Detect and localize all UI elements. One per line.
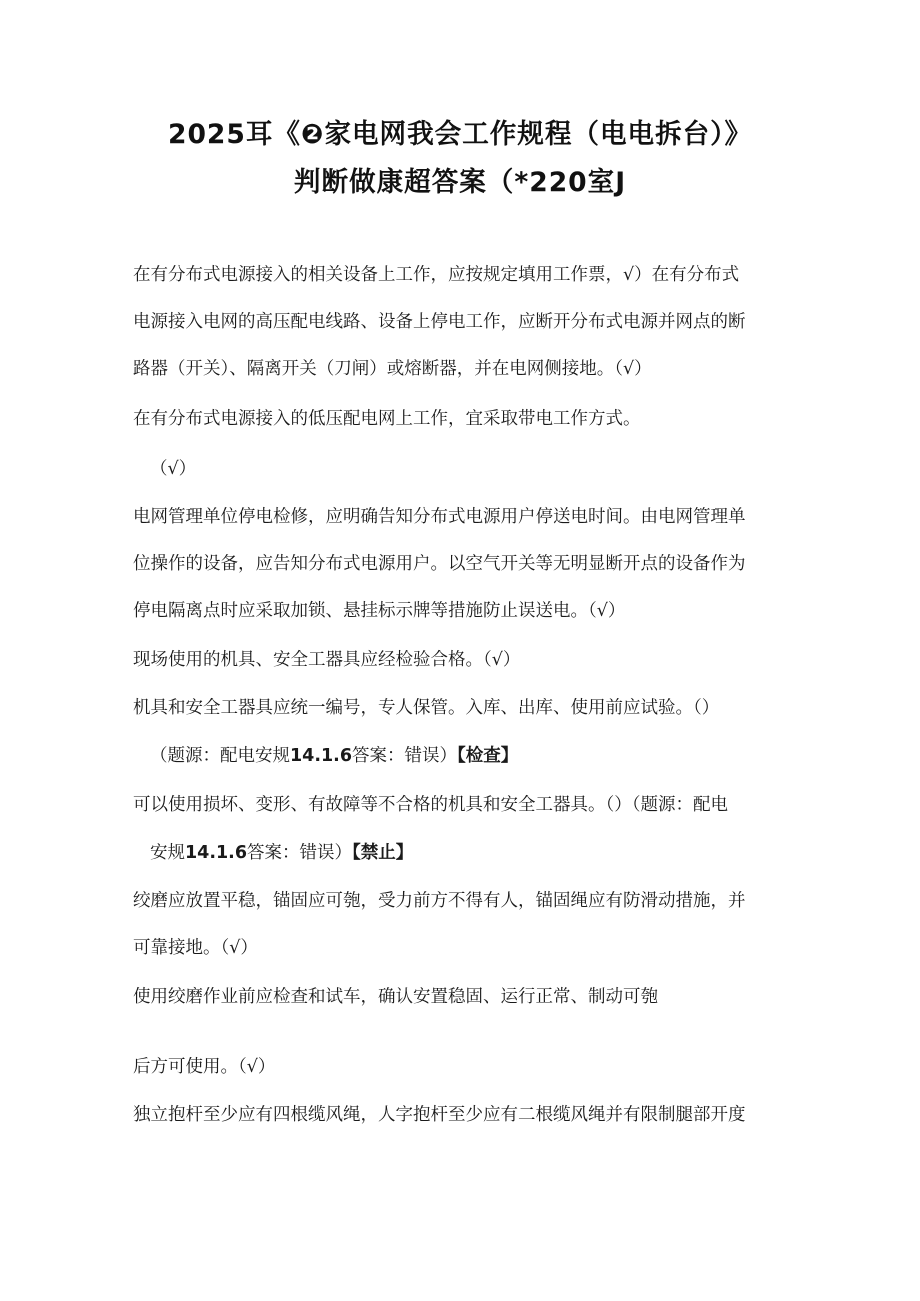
text-line-17: 后方可使用。（√） [133,1057,276,1077]
keyword-tag: 【禁止】 [352,843,414,863]
document-title-line-2: 判断做康超答案（*220室J [293,167,627,198]
clause-number: 14.1.6 [290,746,353,766]
text-line-12: 可以使用损坏、变形、有故障等不合格的机具和安全工器具。（）（题源：配电 [133,795,728,815]
source-prefix: 安规 [150,843,185,863]
text-line-1: 在有分布式电源接入的相关设备上工作，应按规定填用工作票，√）在有分布式 [133,265,740,285]
text-line-16: 使用绞磨作业前应检查和试车，确认安置稳固、运行正常、制动可匏 [133,987,658,1007]
text-line-7: 位操作的设备，应告知分布式电源用户。以空气开关等无明显断开点的设备作为 [133,554,746,574]
text-line-9: 现场使用的机具、安全工器具应经检验合格。（√） [133,650,521,670]
source-prefix: （题源：配电安规 [150,746,290,766]
answer-text: 答案：错误） [352,746,458,766]
text-line-13 [150,840,413,866]
clause-number: 14.1.6 [185,843,248,863]
text-line-2: 电源接入电网的高压配电线路、设备上停电工作，应断开分布式电源并网点的断 [133,312,746,332]
text-line-11 [150,743,518,769]
answer-text: 答案：错误） [247,843,353,863]
text-line-3: 路器（开关）、隔离开关（刀闸）或熔断器，并在电网侧接地。（√） [133,359,652,379]
text-line-10: 机具和安全工器具应统一编号，专人保管。入库、出库、使用前应试验。（） [133,698,720,718]
text-line-14: 绞磨应放置平稳，锚固应可匏，受力前方不得有人，锚固绳应有防滑动措施，并 [133,891,746,911]
document-title-line-1: 2025耳《❷家电网我会工作规程（电电拆台）》 [167,119,753,150]
text-line-18: 独立抱杆至少应有四根缆风绳，人字抱杆至少应有二根缆风绳并有限制腿部开度 [133,1105,746,1125]
keyword-tag: 【检查】 [457,746,519,766]
text-line-8: 停电隔离点时应采取加锁、悬挂标示牌等措施防止误送电。（√） [133,601,626,621]
text-line-5: （√） [150,459,197,479]
text-line-6: 电网管理单位停电检修，应明确告知分布式电源用户停送电时间。由电网管理单 [133,507,746,527]
text-line-4: 在有分布式电源接入的低压配电网上工作，宜采取带电工作方式。 [133,409,641,429]
text-line-15: 可靠接地。（√） [133,938,258,958]
